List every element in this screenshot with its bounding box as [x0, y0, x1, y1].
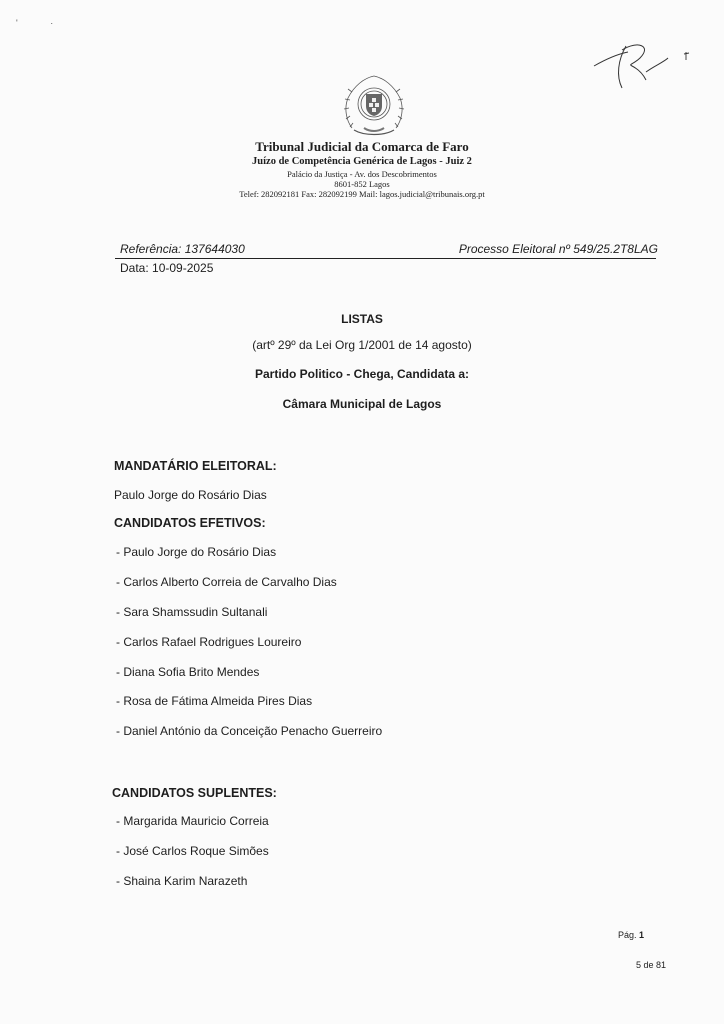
mandatario-heading: MANDATÁRIO ELEITORAL: — [114, 459, 277, 473]
scan-marks: ' · — [16, 18, 54, 28]
portuguese-coat-of-arms-icon — [340, 72, 408, 138]
efetivo-item: - Paulo Jorge do Rosário Dias — [116, 545, 277, 559]
document-title: LISTAS — [341, 312, 383, 326]
court-name: Tribunal Judicial da Comarca de Faro — [255, 139, 469, 154]
efetivo-item: - Sara Shamssudin Sultanali — [116, 605, 268, 619]
municipal-body: Câmara Municipal de Lagos — [282, 397, 442, 411]
signature-icon — [588, 36, 696, 92]
court-contacts: Telef: 282092181 Fax: 282092199 Mail: lagos.judicial@tribunais.org.pt — [239, 189, 485, 199]
mandatario-name: Paulo Jorge do Rosário Dias — [114, 488, 267, 502]
header-divider — [115, 258, 656, 259]
reference-number: Referência: 137644030 — [120, 242, 245, 256]
efetivo-item: - Daniel António da Conceição Penacho Guerreiro — [116, 724, 383, 738]
efetivo-item: - Carlos Alberto Correia de Carvalho Dias — [116, 575, 337, 589]
page-label — [618, 930, 644, 940]
suplente-item: - José Carlos Roque Simões — [116, 844, 269, 858]
suplente-item: - Margarida Mauricio Correia — [116, 814, 269, 828]
suplente-item: - Shaina Karim Narazeth — [116, 874, 248, 888]
efetivo-item: - Carlos Rafael Rodrigues Loureiro — [116, 635, 302, 649]
page-prefix: Pág. — [618, 930, 637, 940]
page-number: 1 — [639, 930, 645, 940]
court-address: Palácio da Justiça - Av. dos Descobrimentos — [287, 169, 437, 179]
page-count: 5 de 81 — [636, 960, 667, 970]
party-line: Partido Politico - Chega, Candidata a: — [254, 367, 470, 381]
legal-reference: (artº 29º da Lei Org 1/2001 de 14 agosto) — [252, 338, 472, 352]
efetivo-item: - Rosa de Fátima Almeida Pires Dias — [116, 694, 313, 708]
efetivos-heading: CANDIDATOS EFETIVOS: — [114, 516, 266, 530]
efetivo-item: - Diana Sofia Brito Mendes — [116, 665, 260, 679]
suplentes-heading: CANDIDATOS SUPLENTES: — [112, 786, 277, 800]
document-date: Data: 10-09-2025 — [120, 261, 214, 275]
court-postcode: 8601-852 Lagos — [334, 179, 390, 189]
process-number: Processo Eleitoral nº 549/25.2T8LAG — [458, 242, 658, 256]
court-section: Juízo de Competência Genérica de Lagos - Juiz 2 — [252, 156, 472, 167]
